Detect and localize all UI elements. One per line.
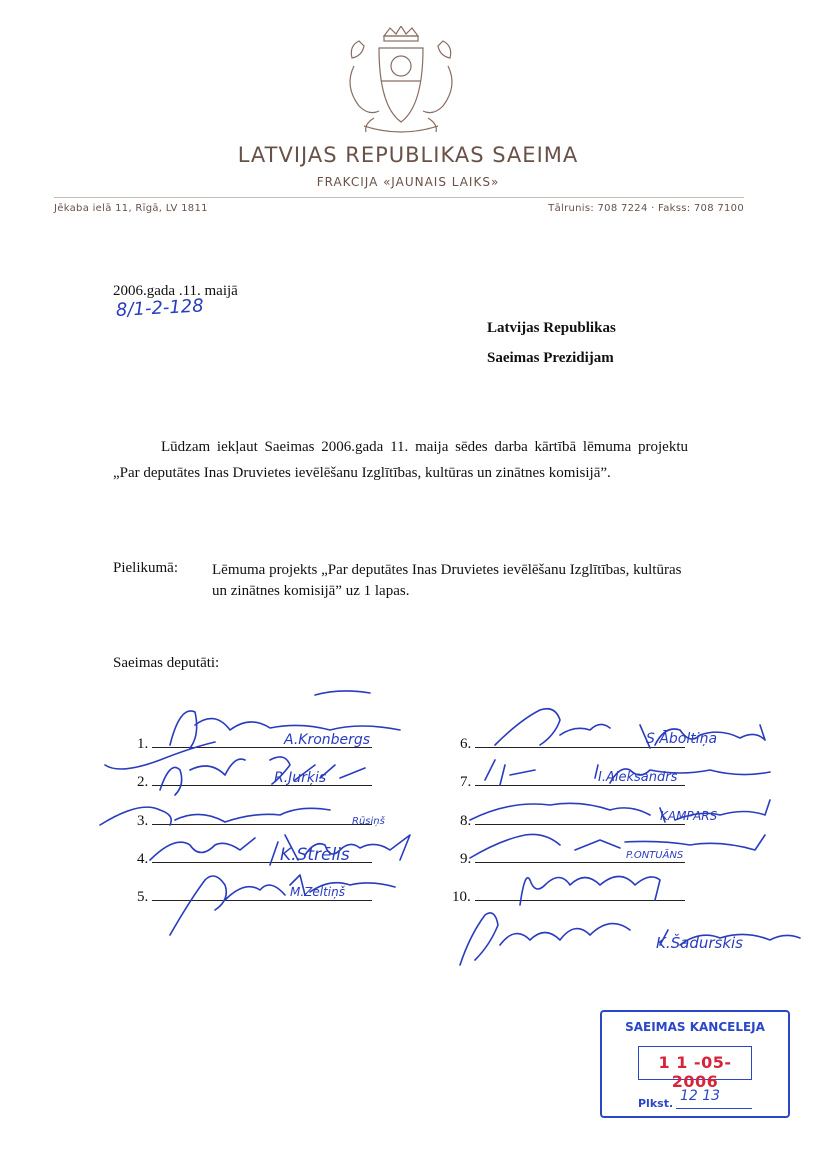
attachment-text: Lēmuma projekts „Par deputātes Inas Druvietes ievēlēšanu Izglītības, kultūras un zinātnes komisijā” uz 1 lapas. bbox=[212, 562, 682, 599]
addressee-line-1: Latvijas Republikas bbox=[487, 320, 616, 336]
extra-signature-name: K.Šadurskis bbox=[656, 934, 743, 952]
signature-number: 5. bbox=[137, 889, 149, 905]
signature-name: KAMPARS bbox=[660, 809, 718, 823]
signature-number: 9. bbox=[460, 851, 472, 867]
deputies-label: Saeimas deputāti: bbox=[113, 655, 220, 671]
phone-fax: Tālrunis: 708 7224 · Fakss: 708 7100 bbox=[548, 203, 744, 214]
signature-name: A.Kronbergs bbox=[284, 732, 371, 748]
chancellery-stamp bbox=[600, 1010, 790, 1118]
organization-title: LATVIJAS REPUBLIKAS SAEIMA bbox=[237, 143, 579, 167]
faction-subtitle: FRAKCIJA «JAUNAIS LAIKS» bbox=[316, 175, 500, 189]
signature-name: Rūsiņš bbox=[352, 816, 385, 827]
signature-number: 7. bbox=[460, 774, 472, 790]
signature-number: 3. bbox=[137, 813, 149, 829]
stamp-time-label: Plkst. bbox=[638, 1097, 674, 1110]
signature-name: K.Strēlis bbox=[280, 845, 350, 865]
signature-name: R.Jurķis bbox=[274, 770, 327, 786]
attachment-label: Pielikumā: bbox=[113, 560, 178, 576]
stamp-time-line bbox=[676, 1108, 752, 1109]
registration-number: 8/1-2-128 bbox=[115, 295, 205, 321]
letter-body: Lūdzam iekļaut Saeimas 2006.gada 11. maija sēdes darba kārtībā lēmuma projektu „Par deputātes Inas Druvietes ievēlēšanu Izglītības, kultūras un zinātnes komisijā”. bbox=[113, 439, 688, 481]
signature-number: 1. bbox=[137, 736, 149, 752]
signature-number: 10. bbox=[452, 889, 471, 905]
stamp-time-value: 12 13 bbox=[680, 1088, 721, 1104]
signature-number: 2. bbox=[137, 774, 149, 790]
signature-name: S.Āboltiņa bbox=[646, 731, 718, 747]
letter-date: 2006.gada .11. maijā bbox=[113, 283, 238, 299]
signature-name: M.Zeltiņš bbox=[290, 885, 346, 899]
stamp-title: SAEIMAS KANCELEJA bbox=[625, 1020, 765, 1034]
address: Jēkaba ielā 11, Rīgā, LV 1811 bbox=[54, 203, 208, 214]
stamp-date-box bbox=[638, 1046, 752, 1091]
signature-name: I.Aleksandrs bbox=[598, 770, 678, 785]
signature-name: P.ONTUĀNS bbox=[626, 850, 684, 861]
signature-number: 8. bbox=[460, 813, 472, 829]
signature-number: 4. bbox=[137, 851, 149, 867]
signature-number: 6. bbox=[460, 736, 472, 752]
stamp-date: 1 1 -05- 2006 bbox=[658, 1053, 732, 1091]
addressee-line-2: Saeimas Prezidijam bbox=[487, 350, 614, 366]
